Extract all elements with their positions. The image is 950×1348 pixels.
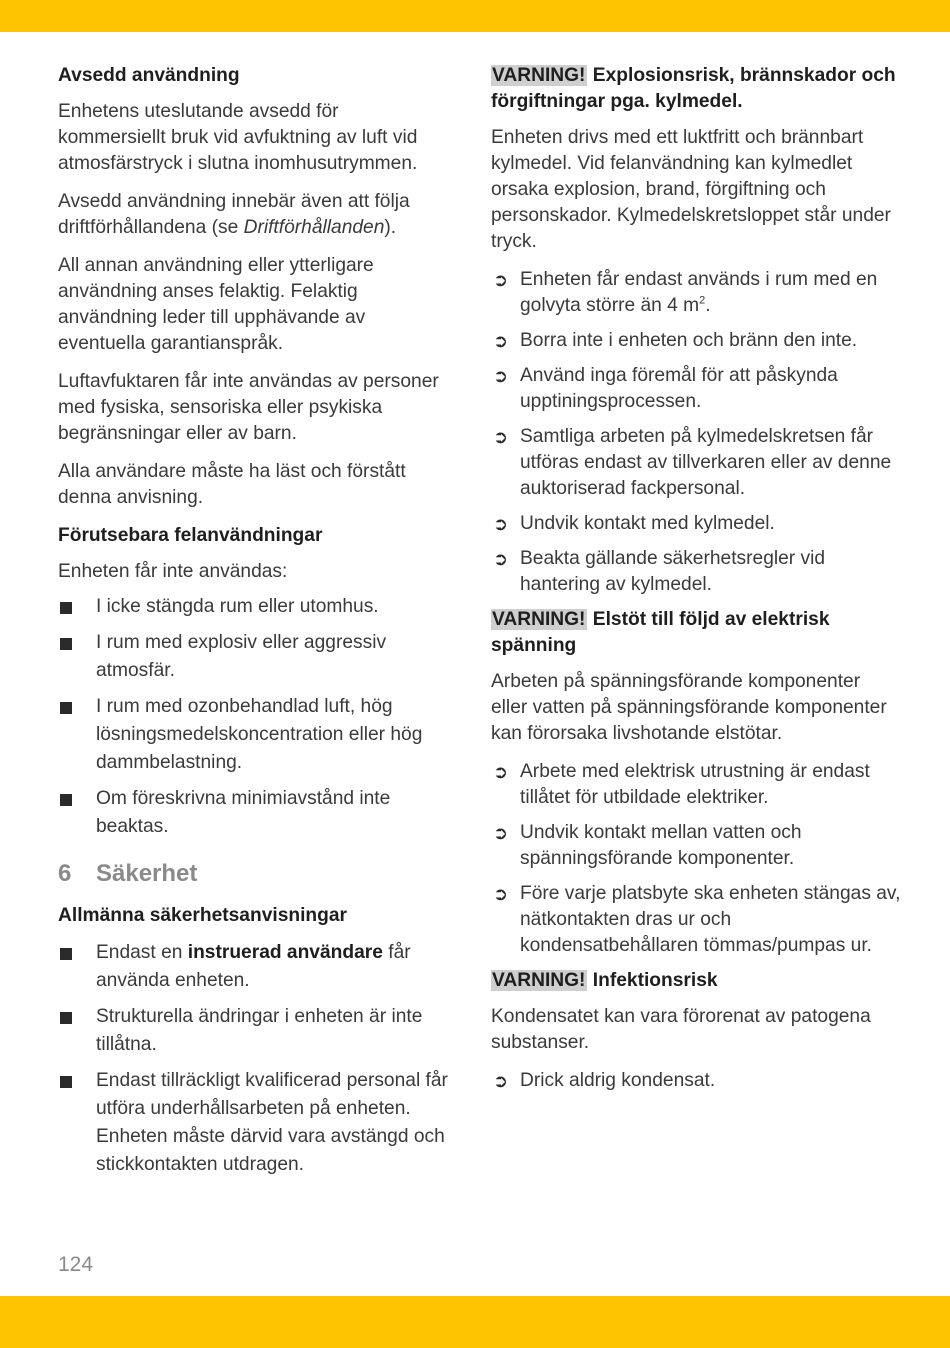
arrow-right-icon: ➲ [493,762,509,782]
heading-intended-use: Avsedd användning [58,65,240,86]
square-bullet-icon [60,794,72,806]
misuse-list [58,593,450,841]
arrow-right-icon: ➲ [493,270,509,290]
arrow-right-icon: ➲ [493,366,509,386]
arrow-right-icon: ➲ [493,331,509,351]
list-item: ➲ Undvik kontakt mellan vatten och spänningsförande komponenter. [493,822,802,869]
paragraph: Alla användare måste ha läst och förstått denna anvisning. [58,461,406,508]
warning-tag: VARNING! [492,970,586,991]
arrow-right-icon: ➲ [493,1071,509,1091]
list-item: ➲ Enheten får endast används i rum med en golvyta större än 4 $m^2$. [493,269,878,316]
paragraph: Kondensatet kan vara förorenat av patogena substanser. [491,1006,871,1053]
arrow-right-icon: ➲ [493,549,509,569]
list-item: ➲ Använd inga föremål för att påskynda upptiningsprocessen. [493,365,838,412]
square-bullet-icon [60,602,72,614]
list-item: I rum med explosiv eller aggressiv atmosfär. [58,629,450,685]
warning-heading: VARNING! Explosionsrisk, brännskador och förgiftningar pga. kylmedel. [491,65,896,112]
list-item: ➲ Före varje platsbyte ska enheten stängas av, nätkontakten dras ur och kondensatbehållaren tömmas/pumpas ur. [493,883,901,956]
square-bullet-icon [60,1012,72,1024]
list-item: Endast tillräckligt kvalificerad personal får utföra underhållsarbeten på enheten. Enheten måste därvid vara avstängd och stickkontakten utdragen. [58,1067,450,1179]
arrow-right-icon: ➲ [493,427,509,447]
paragraph: All annan användning eller ytterligare användning anses felaktig. Felaktig användning leder till upphävande av eventuella garantianspråk. [58,255,374,354]
page-number: 124 [58,1253,94,1276]
right-column [491,63,901,1103]
left-column [58,63,450,1187]
list-item: Om föreskrivna minimiavstånd inte beaktas. [58,785,450,841]
list-item: Strukturella ändringar i enheten är inte tillåtna. [58,1003,450,1059]
warning-actions-list [491,1068,901,1094]
list-item: ➲ Arbete med elektrisk utrustning är endast tillåtet för utbildade elektriker. [493,761,870,808]
cross-reference: Driftförhållanden [243,217,385,238]
top-accent-band [0,0,950,32]
arrow-right-icon: ➲ [493,823,509,843]
list-item: I rum med ozonbehandlad luft, hög lösningsmedelskoncentration eller hög dammbelastning. [58,693,450,777]
list-item: ➲ Borra inte i enheten och bränn den inte. [491,328,901,354]
list-item: ➲ Undvik kontakt med kylmedel. [491,511,901,537]
warning-heading: VARNING! Infektionsrisk [492,970,718,991]
warning-tag: VARNING! [492,65,586,86]
square-bullet-icon [60,948,72,960]
list-item: ➲ Samtliga arbeten på kylmedelskretsen får utföras endast av tillverkaren eller av denne auktoriserad fackpersonal. [493,426,892,499]
list-item: I icke stängda rum eller utomhus. [58,593,450,621]
square-bullet-icon [60,702,72,714]
warning-tag: VARNING! [492,609,586,630]
heading-foreseeable-misuse: Förutsebara felanvändningar [58,525,323,546]
section-title: 6 Säkerhet [58,860,198,887]
warning-heading: VARNING! Elstöt till följd av elektrisk spänning [491,609,830,656]
heading-general-safety: Allmänna säkerhetsanvisningar [58,905,347,926]
bottom-accent-band [0,1296,950,1348]
list-item: ➲ Drick aldrig kondensat. [491,1068,901,1094]
paragraph: Enheten får inte användas: [58,561,288,582]
paragraph: Arbeten på spänningsförande komponenter eller vatten på spänningsförande komponenter kan förorsaka livshotande elstötar. [491,671,887,744]
section-number: 6 [58,860,72,887]
warning-actions-list [491,759,901,959]
list-item: Endast en instruerad användare får använda enheten. [58,939,450,995]
square-bullet-icon [60,1076,72,1088]
arrow-right-icon: ➲ [493,514,509,534]
paragraph: Enheten drivs med ett luktfritt och brännbart kylmedel. Vid felanvändning kan kylmedlet orsaka explosion, brand, förgiftning och personskador. Kylmedelskretsloppet står under tryck. [491,127,891,252]
square-bullet-icon [60,638,72,650]
paragraph: Avsedd användning innebär även att följa driftförhållandena (se Driftförhållanden). [58,191,410,238]
list-item: ➲ Beakta gällande säkerhetsregler vid hantering av kylmedel. [493,548,826,595]
paragraph: Enhetens uteslutande avsedd för kommersiellt bruk vid avfuktning av luft vid atmosfärstryck i slutna inomhusutrymmen. [58,101,418,174]
warning-actions-list [491,267,901,598]
general-safety-list [58,939,450,1179]
arrow-right-icon: ➲ [493,884,509,904]
paragraph: Luftavfuktaren får inte användas av personer med fysiska, sensoriska eller psykiska begränsningar eller av barn. [58,371,439,444]
